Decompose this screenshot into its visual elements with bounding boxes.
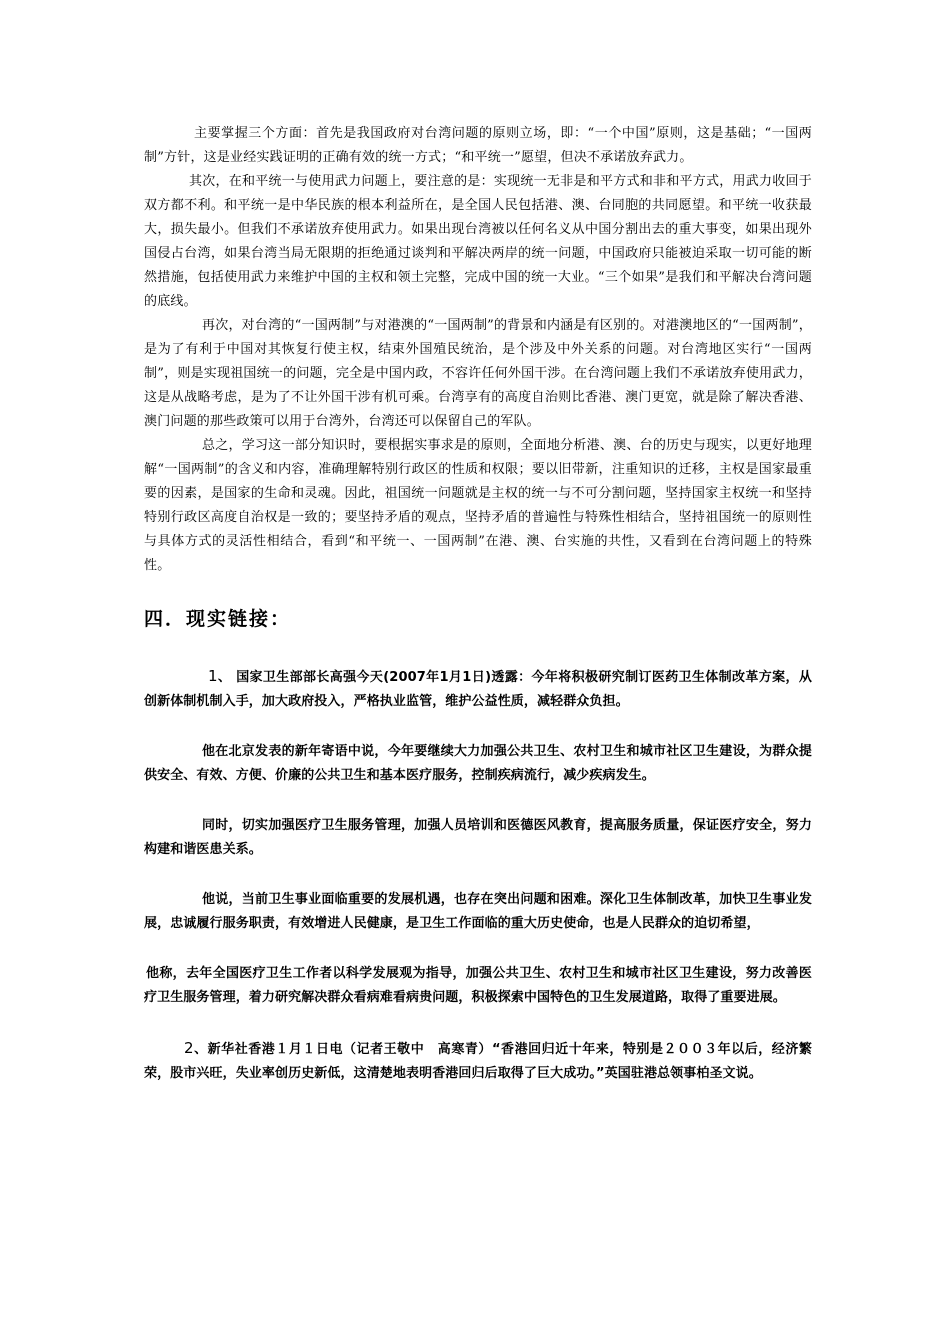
document-page <box>144 122 812 1086</box>
news-paragraph: 他在北京发表的新年寄语中说，今年要继续大力加强公共卫生、农村卫生和城市社区卫生建设，为群众提供安全、有效、方便、价廉的公共卫生和基本医疗服务，控制疾病流行，减少疾病发生。 <box>144 744 812 783</box>
news-item-2 <box>144 1036 812 1086</box>
news-item-1 <box>144 664 812 714</box>
section-title: 四．现实链接： <box>144 608 292 630</box>
news-text: 、 国家卫生部部长高强今天(2007年1月1日)透露：今年将积极研究制订医药卫生体制改革方案，从创新体制机制入手，加大政府投入，严格执业监管，维护公益性质，减轻群众负担。 <box>144 670 812 709</box>
news-text: 、新华社香港１月１日电（记者王敬中 高寒青）“香港回归近十年来，特别是２００３年以后，经济繁荣，股市兴旺，失业率创历史新低，这清楚地表明香港回归后取得了巨大成功。”英国驻港总领事柏圣文说。 <box>144 1042 812 1081</box>
paragraph-summary: 总之，学习这一部分知识时，要根据实事求是的原则，全面地分析港、澳、台的历史与现实，以更好地理解“一国两制”的含义和内容，准确理解特别行政区的性质和权限；要以旧带新，注重知识的迁移，主权是国家最重要的因素，是国家的生命和灵魂。因此，祖国统一问题就是主权的统一与不可分割问题，坚持国家主权统一和坚持特别行政区高度自治权是一致的；要坚持矛盾的观点，坚持矛盾的普遍性与特殊性相结合，坚持祖国统一的原则性与具体方式的灵活性相结合，看到“和平统一、一国两制”在港、澳、台实施的共性，又看到在台湾问题上的特殊性。 <box>144 438 812 573</box>
news-paragraph: 他称，去年全国医疗卫生工作者以科学发展观为指导，加强公共卫生、农村卫生和城市社区卫生建设，努力改善医疗卫生服务管理，着力研究解决群众看病难看病贵问题，积极探索中国特色的卫生发展道路，取得了重要进展。 <box>144 966 812 1005</box>
paragraph-peaceful-unification: 其次，在和平统一与使用武力问题上，要注意的是：实现统一无非是和平方式和非和平方式，用武力收回于双方都不利。和平统一是中华民族的根本利益所在，是全国人民包括港、澳、台同胞的共同愿望。和平统一收获最大，损失最小。但我们不承诺放弃使用武力。如果出现台湾被以任何名义从中国分割出去的重大事变，如果出现外国侵占台湾，如果台湾当局无限期的拒绝通过谈判和平解决两岸的统一问题，中国政府只能被迫采取一切可能的断然措施，包括使用武力来维护中国的主权和领土完整，完成中国的统一大业。“三个如果”是我们和平解决台湾问题的底线。 <box>144 174 812 309</box>
paragraph-one-country-two-systems: 再次，对台湾的“一国两制”与对港澳的“一国两制”的背景和内涵是有区别的。对港澳地区的“一国两制”，是为了有利于中国对其恢复行使主权，结束外国殖民统治，是个涉及中外关系的问题。对台湾地区实行“一国两制”，则是实现祖国统一的问题，完全是中国内政，不容许任何外国干涉。在台湾问题上我们不承诺放弃使用武力，这是从战略考虑，是为了不让外国干涉有机可乘。台湾享有的高度自治则比香港、澳门更宽，就是除了解决香港、澳门问题的那些政策可以用于台湾外，台湾还可以保留自己的军队。 <box>144 318 812 429</box>
news-paragraph: 同时，切实加强医疗卫生服务管理，加强人员培训和医德医风教育，提高服务质量，保证医疗安全，努力构建和谐医患关系。 <box>144 818 812 857</box>
news-number: 2 <box>184 1039 194 1057</box>
news-number: 1 <box>208 667 218 685</box>
paragraph-principles: 主要掌握三个方面：首先是我国政府对台湾问题的原则立场，即：“一个中国”原则，这是基础；“一国两制”方针，这是业经实践证明的正确有效的统一方式；“和平统一”愿望，但决不承诺放弃武力。 <box>144 126 812 165</box>
news-paragraph: 他说，当前卫生事业面临重要的发展机遇，也存在突出问题和困难。深化卫生体制改革，加快卫生事业发展，忠诚履行服务职责，有效增进人民健康，是卫生工作面临的重大历史使命，也是人民群众的迫切希望， <box>144 892 812 931</box>
